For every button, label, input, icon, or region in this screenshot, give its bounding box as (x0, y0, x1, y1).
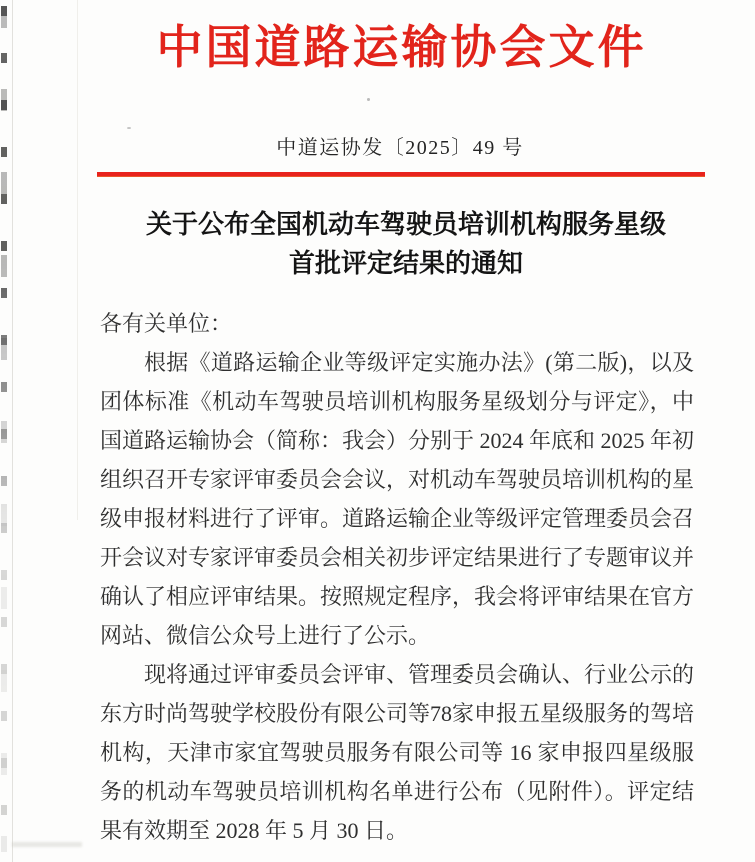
document-title-line2: 首批评定结果的通知 (288, 249, 523, 278)
salutation-line: 各有关单位： (100, 311, 233, 336)
scan-crease-line (12, 0, 13, 862)
document-number: 中道运协发〔2025〕49 号 (276, 137, 524, 159)
scan-smudge (12, 842, 82, 847)
scan-crease-line (77, 0, 78, 520)
body-paragraph-1: 根据《道路运输企业等级评定实施办法》(第二版)，以及团体标准《机动车驾驶员培训机构服务星级划分与评定》，中国道路运输协会（简称：我会）分别于 2024 年底和 2025 年初组织召开专家评审委员会会议，对机动车驾驶员培训机构的星级申报材料进行了评审。道路运输企业等级评定管理委员会召开会议对专家评审委员会相关初步评定结果进行了专题审议并确认了相应评审结果。按照规定程序，我会将评审结果在官方网站、微信公众号上进行了公示。 (100, 350, 695, 648)
issuing-org-header: 中国道路运输协会文件 (156, 22, 647, 73)
red-separator-line (97, 172, 705, 177)
document-content (92, 0, 708, 862)
scan-edge-artifacts (1, 6, 7, 852)
body-paragraph-2: 现将通过评审委员会评审、管理委员会确认、行业公示的东方时尚驾驶学校股份有限公司等78家申报五星级服务的驾培机构，天津市家宜驾驶员服务有限公司等 16 家申报四星级服务的机动车驾驶员培训机构名单进行公布（见附件）。评定结果有效期至 2028 年 5 月 30 日。 (100, 662, 695, 843)
document-body (100, 304, 694, 850)
document-title (98, 205, 714, 283)
document-title-line1: 关于公布全国机动车驾驶员培训机构服务星级 (145, 210, 666, 239)
